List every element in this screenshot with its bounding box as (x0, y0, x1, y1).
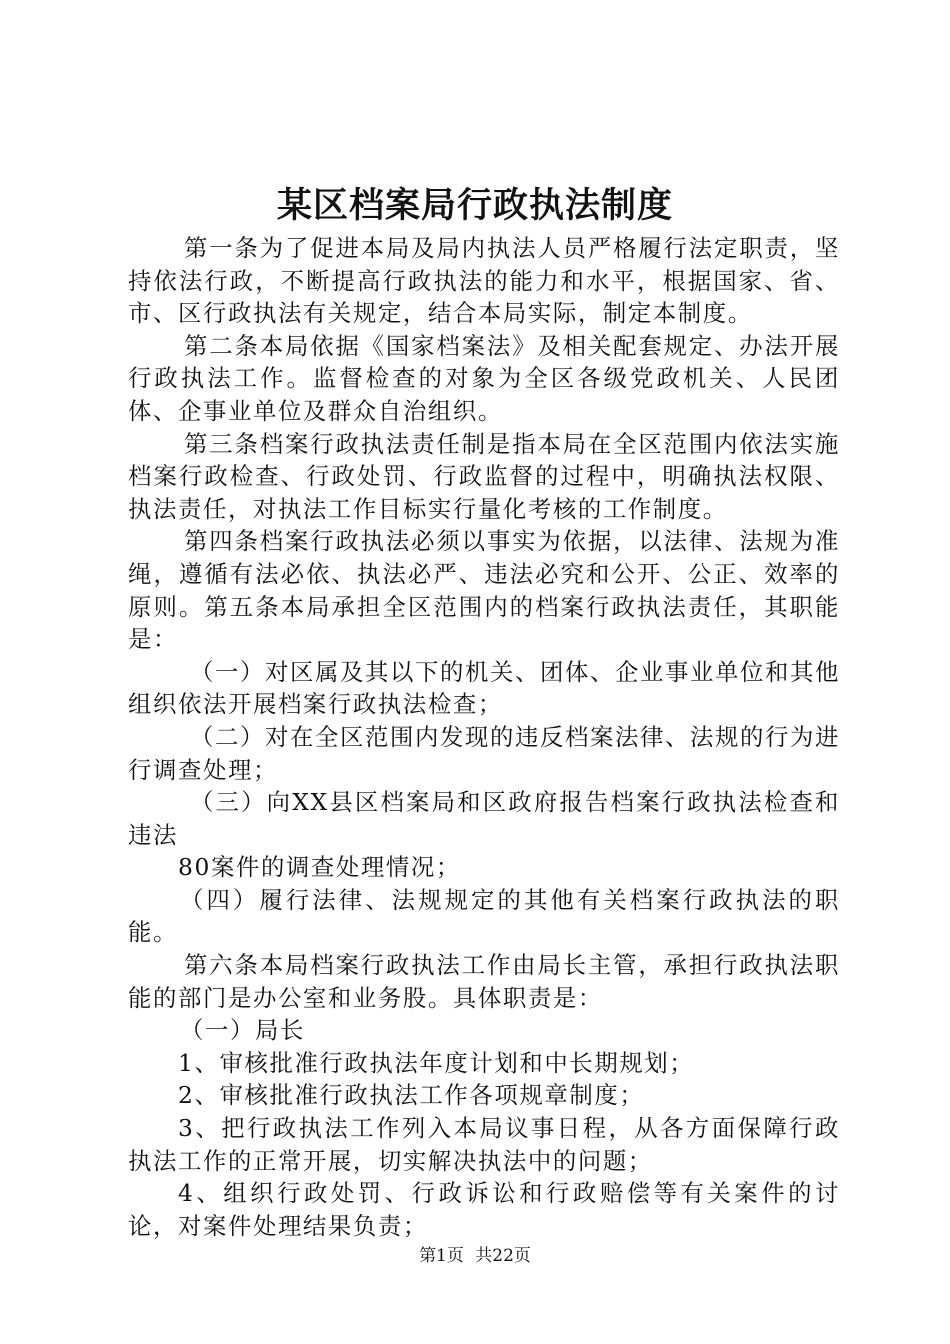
paragraph: 2、审核批准行政执法工作各项规章制度； (178, 1081, 645, 1110)
document-body (128, 232, 840, 1242)
page-total: 共22页 (475, 1246, 531, 1266)
paragraph: 第六条本局档案行政执法工作由局长主管，承担行政执法职能的部门是办公室和业务股。具体职责是： (128, 951, 840, 1012)
page-footer (0, 1244, 950, 1268)
document-title: 某区档案局行政执法制度 (276, 185, 673, 226)
paragraph: 1、审核批准行政执法年度计划和中长期规划； (178, 1048, 695, 1077)
paragraph: 第二条本局依据《国家档案法》及相关配套规定、办法开展行政执法工作。监督检查的对象为全区各级党政机关、人民团体、企事业单位及群众自治组织。 (128, 331, 840, 425)
paragraph: 第三条档案行政执法责任制是指本局在全区范围内依法实施档案行政检查、行政处罚、行政监督的过程中，明确执法权限、执法责任，对执法工作目标实行量化考核的工作制度。 (128, 429, 840, 523)
paragraph: 第四条档案行政执法必须以事实为依据，以法律、法规为准绳，遵循有法必依、执法必严、违法必究和公开、公正、效率的原则。第五条本局承担全区范围内的档案行政执法责任，其职能是： (128, 527, 840, 654)
paragraph: 80案件的调查处理情况； (178, 853, 461, 882)
paragraph: 4、组织行政处罚、行政诉讼和行政赔偿等有关案件的讨论，对案件处理结果负责； (128, 1179, 840, 1240)
paragraph: （四）履行法律、法规规定的其他有关档案行政执法的职能。 (128, 885, 840, 947)
page-number: 第1页 (419, 1246, 464, 1266)
paragraph: 3、把行政执法工作列入本局议事日程，从各方面保障行政执法工作的正常开展，切实解决执法中的问题； (128, 1114, 840, 1175)
paragraph: （一）局长 (180, 1016, 305, 1045)
paragraph: （一）对区属及其以下的机关、团体、企业事业单位和其他组织依法开展档案行政执法检查； (128, 657, 840, 719)
paragraph: （二）对在全区范围内发现的违反档案法律、法规的行为进行调查处理； (128, 722, 840, 784)
paragraph: 第一条为了促进本局及局内执法人员严格履行法定职责，坚持依法行政，不断提高行政执法的能力和水平，根据国家、省、市、区行政执法有关规定，结合本局实际，制定本制度。 (128, 234, 840, 328)
paragraph: （三）向XX县区档案局和区政府报告档案行政执法检查和违法 (128, 788, 840, 849)
